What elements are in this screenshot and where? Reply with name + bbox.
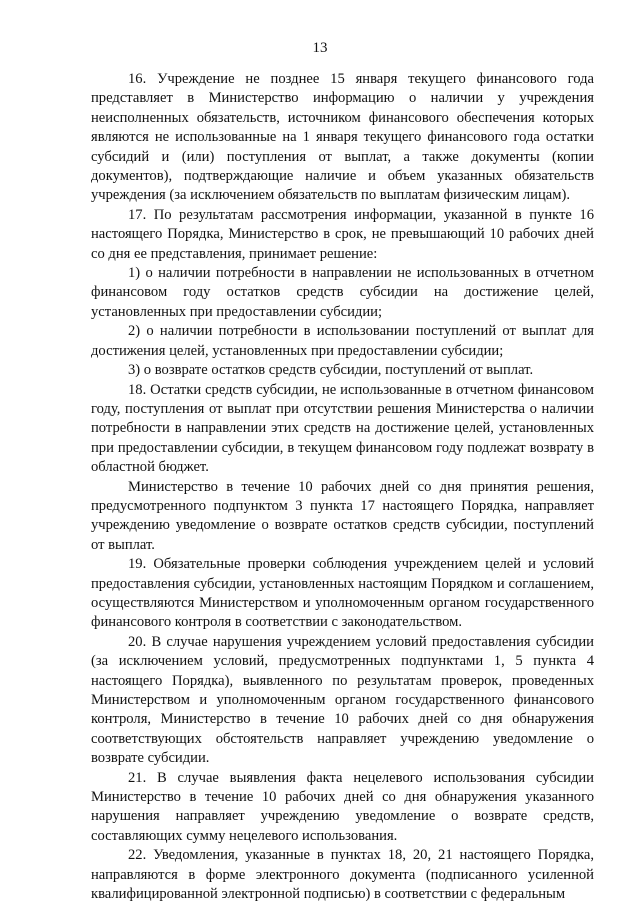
document-body: [91, 70, 594, 904]
paragraph-22: 22. Уведомления, указанные в пунктах 18, 20, 21 настоящего Порядка, направляются в форме электронного документа (подписанного усиленной квалифицированной электронной подписью) в соответствии с федеральным: [91, 847, 594, 903]
paragraph-16: 16. Учреждение не позднее 15 января текущего финансового года представляет в Министерство информацию о наличии у учреждения неисполненных обязательств, источником финансового обеспечения которых являются не использованные на 1 января текущего финансового года остатки субсидий и (или) поступления от выплат, а также документы (копии документов), подтверждающие наличие и объем указанных обязательств учреждения (за исключением обязательств по выплатам физическим лицам).: [91, 71, 594, 204]
paragraph-17-item-2: 2) о наличии потребности в использовании поступлений от выплат для достижения целей, установленных при предоставлении субсидии;: [91, 323, 594, 359]
paragraph-17: 17. По результатам рассмотрения информации, указанной в пункте 16 настоящего Порядка, Министерство в срок, не превышающий 10 рабочих дней со дня ее представления, принимает решение:: [91, 206, 594, 262]
paragraph-21: 21. В случае выявления факта нецелевого использования субсидии Министерство в течение 10 рабочих дней со дня обнаружения указанного нарушения направляет учреждению уведомление о возврате средств, составляющих сумму нецелевого использования.: [91, 769, 594, 844]
paragraph-20: 20. В случае нарушения учреждением условий предоставления субсидии (за исключением условий, предусмотренных подпунктами 1, 5 пункта 4 настоящего Порядка), выявленного по результатам проверок, проведенных Министерством и уполномоченным органом государственного финансового контроля, Министерство в течение 10 рабочих дней со дня обнаружения соответствующих обстоятельств направляет учреждению уведомление о возврате субсидии.: [91, 633, 594, 767]
paragraph-19: 19. Обязательные проверки соблюдения учреждением целей и условий предоставления субсидии, установленных настоящим Порядком и соглашением, осуществляются Министерством и уполномоченным органом государственного финансового контроля в соответствии с законодательством.: [91, 556, 594, 631]
paragraph-18-continuation: Министерство в течение 10 рабочих дней со дня принятия решения, предусмотренного подпунктом 3 пункта 17 настоящего Порядка, направляет учреждению уведомление о возврате остатков средств субсидии, поступлений от выплат.: [91, 478, 594, 553]
paragraph-17-item-1: 1) о наличии потребности в направлении не использованных в отчетном финансовом году остатков средств субсидии на достижение целей, установленных при предоставлении субсидии;: [91, 265, 594, 320]
paragraph-17-item-3: 3) о возврате остатков средств субсидии, поступлений от выплат.: [128, 362, 534, 379]
page-number: 13: [312, 40, 328, 56]
paragraph-18: 18. Остатки средств субсидии, не использованные в отчетном финансовом году, поступления от выплат при отсутствии решения Министерства о наличии потребности в направлении этих средств на достижение целей, установленных при предоставлении субсидии, в текущем финансовом году подлежат возврату в областной бюджет.: [91, 381, 594, 476]
